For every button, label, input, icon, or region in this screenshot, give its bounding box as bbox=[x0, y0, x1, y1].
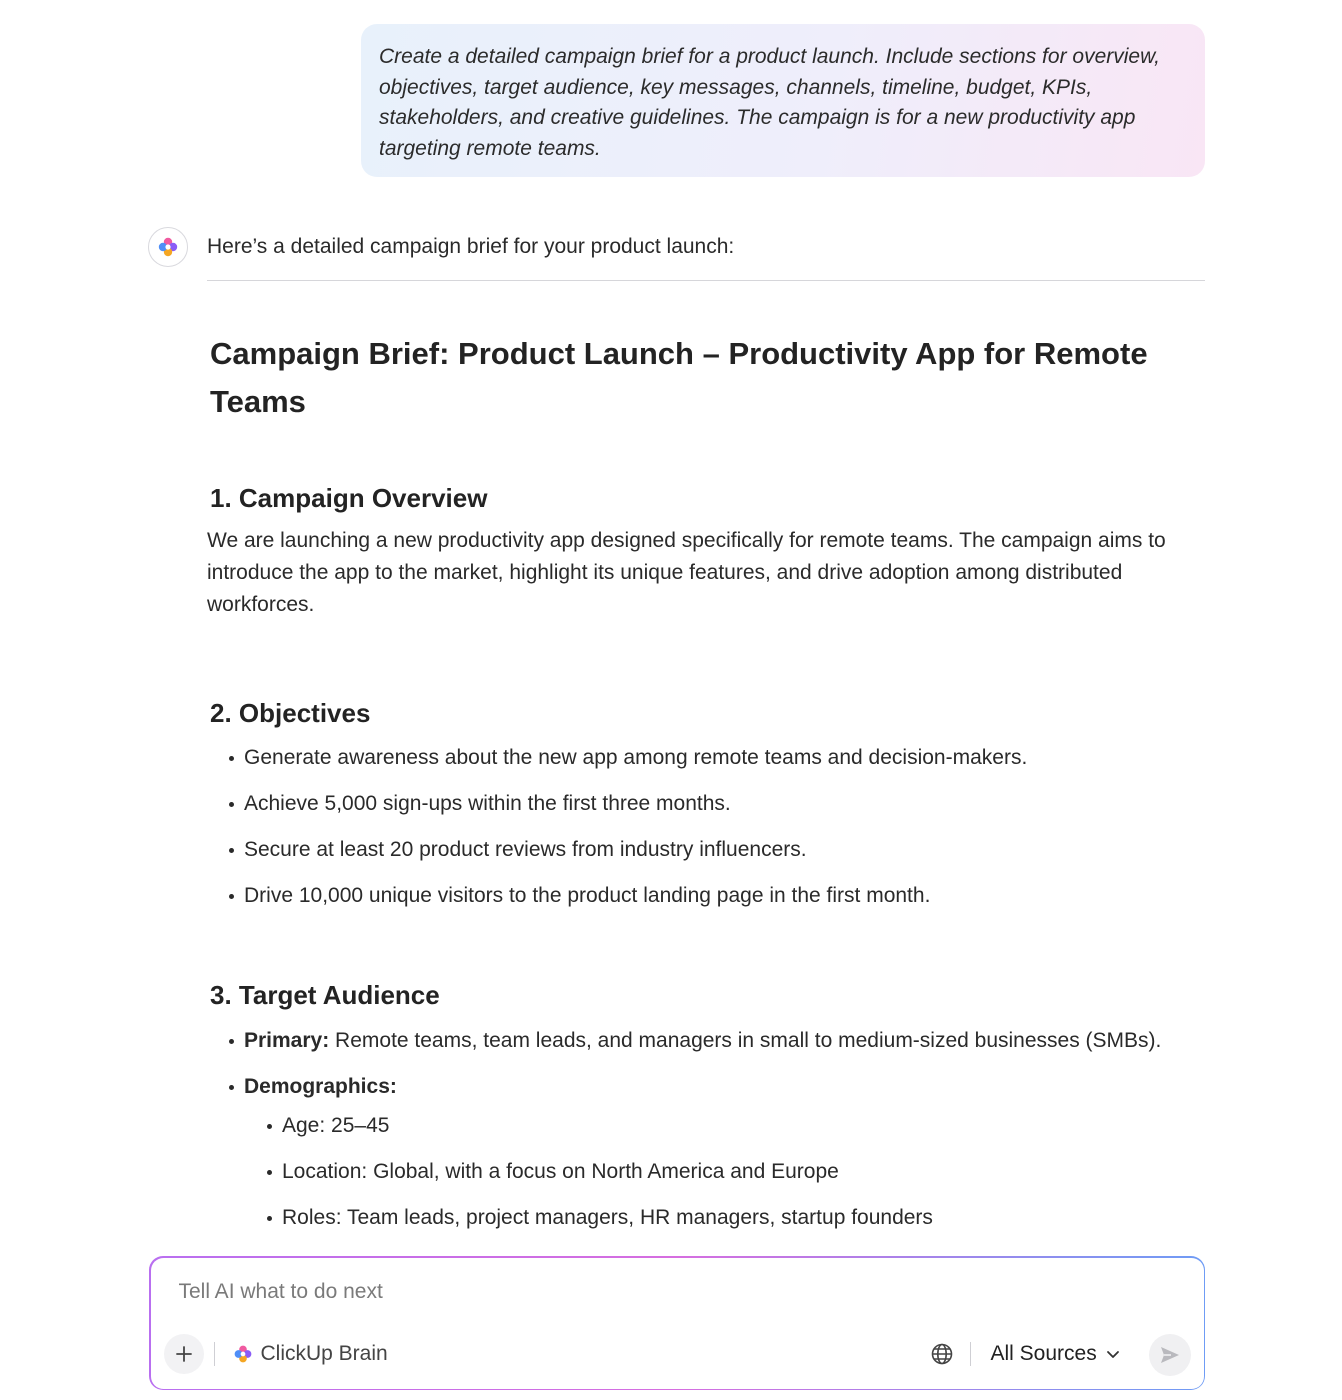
list-item: Achieve 5,000 sign-ups within the first three months. bbox=[207, 788, 1207, 820]
ai-intro-text: Here’s a detailed campaign brief for your product launch: bbox=[207, 235, 735, 258]
audience-list bbox=[207, 1025, 1207, 1230]
globe-icon bbox=[930, 1342, 954, 1366]
primary-text: Remote teams, team leads, and managers in small to medium-sized businesses (SMBs). bbox=[329, 1029, 1162, 1052]
sub-list-item: Age: 25–45 bbox=[207, 1110, 1207, 1142]
chevron-down-icon bbox=[1105, 1346, 1121, 1362]
separator bbox=[214, 1342, 216, 1366]
list-item: Secure at least 20 product reviews from industry influencers. bbox=[207, 834, 1207, 866]
objectives-list bbox=[207, 742, 1207, 912]
clickup-brain-logo-icon bbox=[157, 236, 179, 258]
primary-label: Primary: bbox=[244, 1029, 330, 1052]
sources-dropdown[interactable] bbox=[991, 1342, 1121, 1366]
sub-list-item: Roles: Team leads, project managers, HR managers, startup founders bbox=[207, 1202, 1207, 1230]
add-button[interactable] bbox=[164, 1334, 204, 1374]
web-search-toggle[interactable] bbox=[930, 1342, 954, 1371]
send-button[interactable] bbox=[1149, 1334, 1191, 1376]
list-item: Generate awareness about the new app among remote teams and decision-makers. bbox=[207, 742, 1207, 774]
sources-label: All Sources bbox=[990, 1341, 1097, 1365]
section-heading-overview: 1. Campaign Overview bbox=[210, 483, 488, 513]
sub-list-item: Location: Global, with a focus on North America and Europe bbox=[207, 1156, 1207, 1188]
model-selector[interactable] bbox=[233, 1342, 388, 1366]
send-icon bbox=[1158, 1343, 1182, 1367]
list-item-demographics bbox=[207, 1071, 1207, 1103]
clickup-brain-icon bbox=[233, 1344, 253, 1364]
list-item: Drive 10,000 unique visitors to the product landing page in the first month. bbox=[207, 880, 1207, 912]
section-heading-audience: 3. Target Audience bbox=[210, 980, 440, 1010]
prompt-input[interactable] bbox=[179, 1280, 1079, 1304]
plus-icon bbox=[175, 1345, 193, 1363]
section-heading-objectives: 2. Objectives bbox=[210, 698, 371, 728]
composer bbox=[149, 1256, 1205, 1390]
demographics-label: Demographics: bbox=[244, 1075, 397, 1098]
user-message-bubble bbox=[361, 24, 1205, 177]
ai-response-content bbox=[207, 330, 1207, 1230]
separator bbox=[970, 1342, 972, 1366]
user-message-text: Create a detailed campaign brief for a product launch. Include sections for overview, objectives, target audience, key messages, channels, timeline, budget, KPIs, stakeholders, and creative guidelines. The campaign is for a new productivity app targeting remote teams. bbox=[379, 45, 1160, 161]
composer-inner bbox=[151, 1258, 1204, 1389]
list-item-primary bbox=[207, 1025, 1207, 1057]
doc-title: Campaign Brief: Product Launch – Productivity App for Remote Teams bbox=[210, 336, 1148, 419]
model-label: ClickUp Brain bbox=[260, 1341, 388, 1365]
divider bbox=[207, 280, 1205, 281]
ai-avatar bbox=[148, 227, 188, 267]
overview-paragraph: We are launching a new productivity app designed specifically for remote teams. The campaign aims to introduce the app to the market, highlight its unique features, and drive adoption among distributed workforces. bbox=[207, 529, 1166, 616]
